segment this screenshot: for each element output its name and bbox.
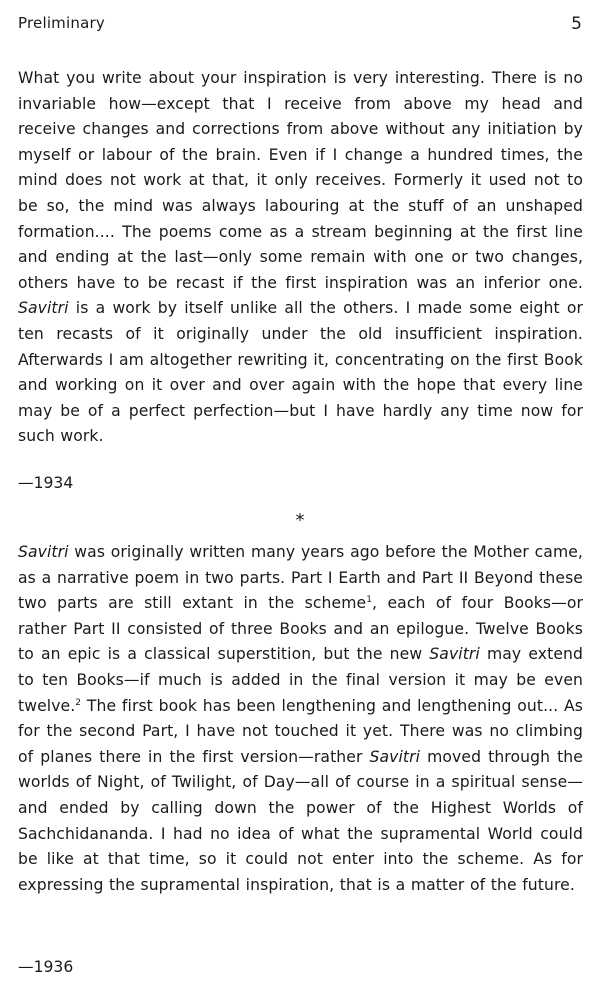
page-header <box>18 14 582 38</box>
text-run: was originally written many years ago before the Mother came, as a narrative poem in two parts. Part I Earth and Part II Beyond these two parts are still extant in the scheme <box>18 543 583 613</box>
text-run: may extend to ten Books—if much is added in the final version it may be even twelve. <box>18 645 583 715</box>
footnote-marker[interactable]: 2 <box>75 697 82 708</box>
letter-1-paragraph <box>18 66 583 450</box>
book-title: Savitri <box>18 543 69 561</box>
book-title: Savitri <box>429 645 480 664</box>
text-run: , each of four Books—or rather Part II consisted of three Books and an epilogue. Twelve Books to an epic is a classical superstition, but the new <box>18 594 583 664</box>
letter-1-date: —1934 <box>18 474 74 492</box>
letter-2-date: —1936 <box>18 958 74 976</box>
letter-2-paragraph <box>18 540 583 898</box>
text-run: The first book has been lengthening and lengthening out... As for the second Part, I have not touched it yet. There was no climbing of planes there in the first version—rather <box>18 696 583 766</box>
running-head: Preliminary <box>18 14 105 32</box>
footnote-marker[interactable]: 1 <box>366 595 373 606</box>
text-run: What you write about your inspiration is very interesting. There is no invariable how—except that I receive from above my head and receive changes and corrections from above without any initiation by myself or labour of the brain. Even if I change a hundred times, the mind does not work at that, it only receives. Formerly it used not to be so, the mind was always labouring at the stuff of an unshaped formation.... The poems come as a stream beginning at the first line and ending at the last—only some remain with one or two changes, others have to be recast if the first inspiration was an inferior one. <box>18 69 583 292</box>
page-number: 5 <box>571 14 582 34</box>
book-title: Savitri <box>18 299 69 318</box>
text-run: is a work by itself unlike all the others. I made some eight or ten recasts of it originally under the old insufficient inspiration. Afterwards I am altogether rewriting it, concentrating on the first Book and working on it over and over again with the hope that every line may be of a perfect perfection—but I have hardly any time now for such work. <box>18 299 583 446</box>
book-title: Savitri <box>369 747 421 766</box>
section-separator: * <box>295 510 305 531</box>
text-run: moved through the worlds of Night, of Twilight, of Day—all of course in a spiritual sense—and ended by calling down the power of the Highest Worlds of Sachchidananda. I had no idea of what the supramental World could be like at that time, so it could not enter into the scheme. As for expressing the supramental inspiration, that is a matter of the future. <box>18 747 583 894</box>
